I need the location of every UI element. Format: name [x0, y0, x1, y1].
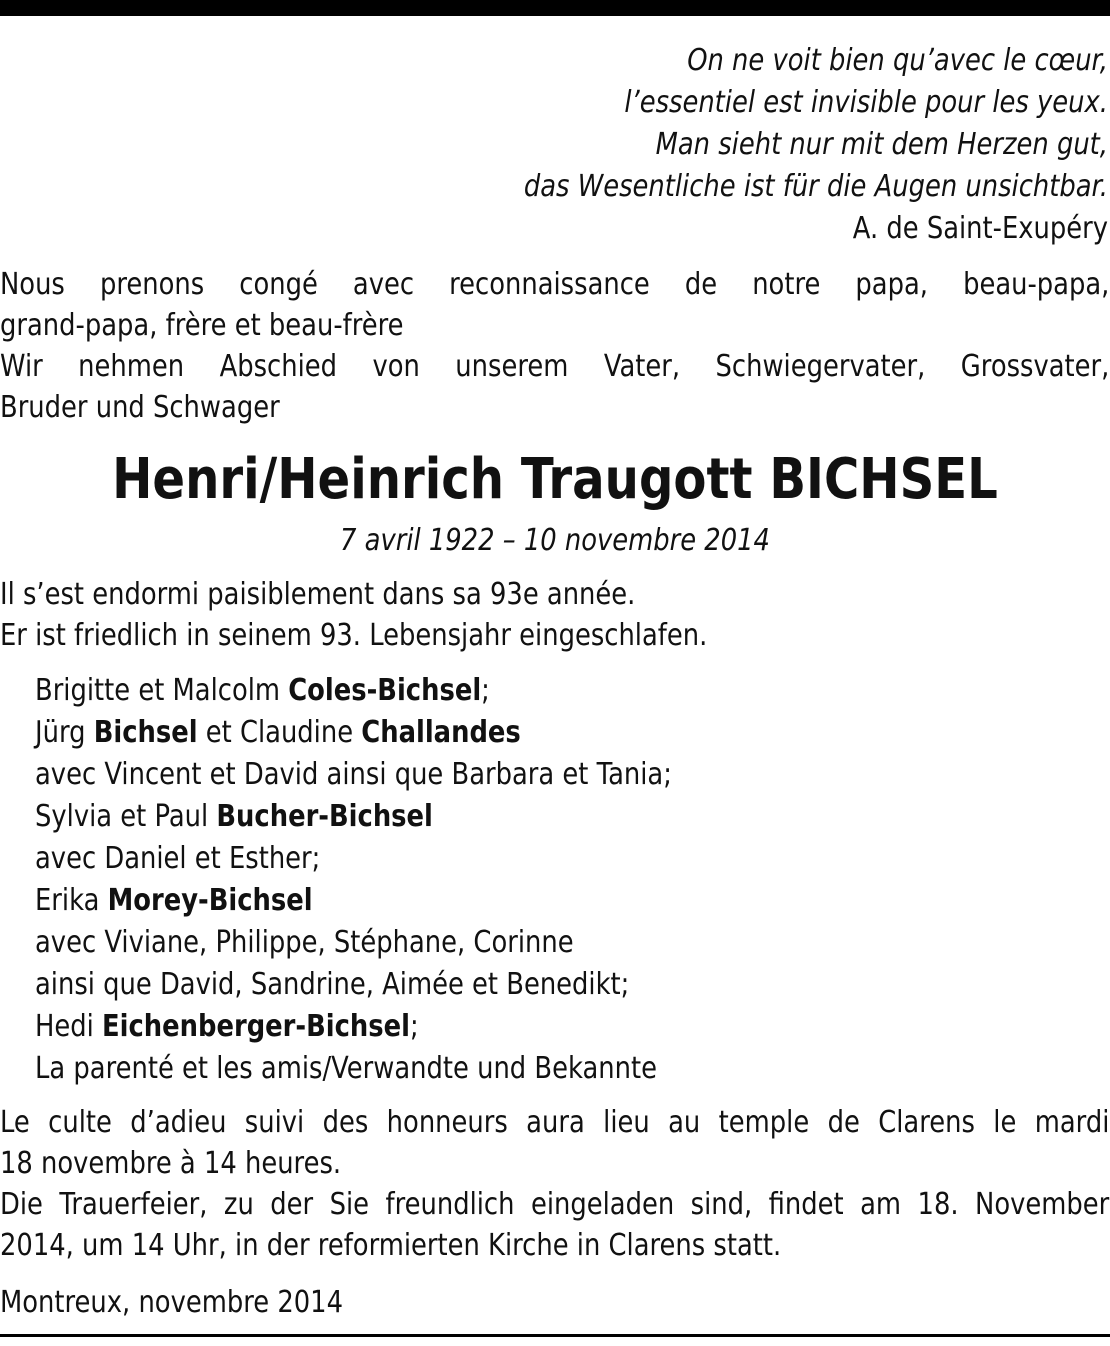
word: Trauerfeier, — [59, 1187, 208, 1222]
family-surname: Eichenberger-Bichsel — [102, 1009, 410, 1044]
top-rule — [0, 0, 1110, 16]
family-surname: Challandes — [361, 715, 521, 750]
intro-text: Bruder und Schwager — [0, 390, 280, 425]
service-text: 18 novembre à 14 heures. — [0, 1146, 342, 1181]
word: suivi — [244, 1105, 305, 1140]
family-list — [35, 670, 672, 1090]
word: Wir — [0, 349, 43, 384]
word: Abschied — [219, 349, 337, 384]
word: freundlich — [385, 1187, 515, 1222]
family-punctuation: ; — [481, 673, 490, 708]
word: 18. — [917, 1187, 959, 1222]
family-given-names: Hedi — [35, 1009, 103, 1044]
family-surname: Morey-Bichsel — [107, 883, 313, 918]
word: aura — [526, 1105, 585, 1140]
word: de — [827, 1105, 860, 1140]
family-punctuation: ; — [409, 1009, 419, 1044]
family-line: avec Vincent et David ainsi que Barbara et Tania; — [35, 757, 672, 792]
life-dates: 7 avril 1922 – 10 novembre 2014 — [340, 523, 770, 558]
word: findet — [768, 1187, 844, 1222]
intro-de-line1 — [0, 346, 1109, 387]
family-line — [35, 880, 672, 922]
word: culte — [48, 1105, 112, 1140]
epigraph-quote — [248, 40, 1108, 250]
word: am — [860, 1187, 902, 1222]
family-surname: Bichsel — [93, 715, 198, 750]
word: sind, — [690, 1187, 753, 1222]
word: November — [975, 1187, 1110, 1222]
word: Die — [0, 1187, 43, 1222]
word: nehmen — [78, 349, 185, 384]
justified-row — [0, 346, 1109, 387]
family-line: avec Viviane, Philippe, Stéphane, Corinne — [35, 925, 574, 960]
family-line: La parenté et les amis/Verwandte und Bekannte — [35, 1051, 657, 1086]
word: Vater, — [603, 349, 681, 384]
word: Clarens — [878, 1105, 975, 1140]
quote-author: A. de Saint-Exupéry — [852, 211, 1108, 246]
word: Schwiegervater, — [715, 349, 926, 384]
family-line: avec Daniel et Esther; — [35, 841, 321, 876]
word: eingeladen — [530, 1187, 675, 1222]
intro-fr-line2 — [0, 305, 404, 346]
justified-row — [0, 264, 1109, 305]
place-date — [0, 1282, 343, 1323]
justified-row — [0, 1102, 1109, 1143]
quote-line: Man sieht nur mit dem Herzen gut, — [655, 127, 1108, 162]
word: beau-papa, — [963, 267, 1110, 302]
family-line — [35, 712, 672, 754]
intro-de-line2 — [0, 387, 280, 428]
word: Sie — [329, 1187, 370, 1222]
deceased-name: Henri/Heinrich Traugott BICHSEL — [112, 447, 998, 512]
service-info — [0, 1102, 1109, 1266]
word: Le — [0, 1105, 30, 1140]
word: des — [322, 1105, 369, 1140]
word: honneurs — [386, 1105, 508, 1140]
word: mardi — [1034, 1105, 1110, 1140]
family-line — [35, 796, 672, 838]
word: le — [993, 1105, 1017, 1140]
family-surname: Bucher-Bichsel — [216, 799, 433, 834]
word: notre — [752, 267, 821, 302]
family-surname: Coles-Bichsel — [288, 673, 482, 708]
sleep-de: Er ist friedlich in seinem 93. Lebensjahr eingeschlafen. — [0, 618, 708, 653]
sleep-statement — [0, 574, 707, 656]
word: von — [372, 349, 420, 384]
sleep-fr: Il s’est endormi paisiblement dans sa 93e année. — [0, 577, 636, 612]
bottom-rule — [0, 1334, 1110, 1337]
word: der — [270, 1187, 314, 1222]
word: temple — [718, 1105, 810, 1140]
word: de — [684, 267, 718, 302]
word: reconnaissance — [449, 267, 650, 302]
quote-line: das Wesentliche ist für die Augen unsichtbar. — [523, 169, 1108, 204]
word: d’adieu — [130, 1105, 227, 1140]
quote-line: On ne voit bien qu’avec le cœur, — [687, 43, 1108, 78]
intro-fr-line1 — [0, 264, 1109, 305]
service-text: 2014, um 14 Uhr, in der reformierten Kirche in Clarens statt. — [0, 1228, 782, 1263]
word: papa, — [855, 267, 929, 302]
place-date-text: Montreux, novembre 2014 — [0, 1285, 344, 1320]
family-given-names: Brigitte et Malcolm — [35, 673, 289, 708]
word: lieu — [603, 1105, 650, 1140]
word: zu — [223, 1187, 254, 1222]
word: unserem — [455, 349, 569, 384]
word: prenons — [99, 267, 205, 302]
family-given-names: Jürg — [35, 715, 94, 750]
word: au — [668, 1105, 701, 1140]
word: congé — [239, 267, 318, 302]
family-given-names: et Claudine — [197, 715, 362, 750]
word: Grossvater, — [960, 349, 1110, 384]
word: Nous — [0, 267, 65, 302]
family-line — [35, 670, 672, 712]
family-line — [35, 1006, 672, 1048]
word: avec — [352, 267, 415, 302]
quote-line: l’essentiel est invisible pour les yeux. — [624, 85, 1108, 120]
family-line: ainsi que David, Sandrine, Aimée et Benedikt; — [35, 967, 630, 1002]
justified-row — [0, 1184, 1109, 1225]
family-given-names: Erika — [35, 883, 108, 918]
intro-text: grand-papa, frère et beau-frère — [0, 308, 404, 343]
family-given-names: Sylvia et Paul — [35, 799, 217, 834]
